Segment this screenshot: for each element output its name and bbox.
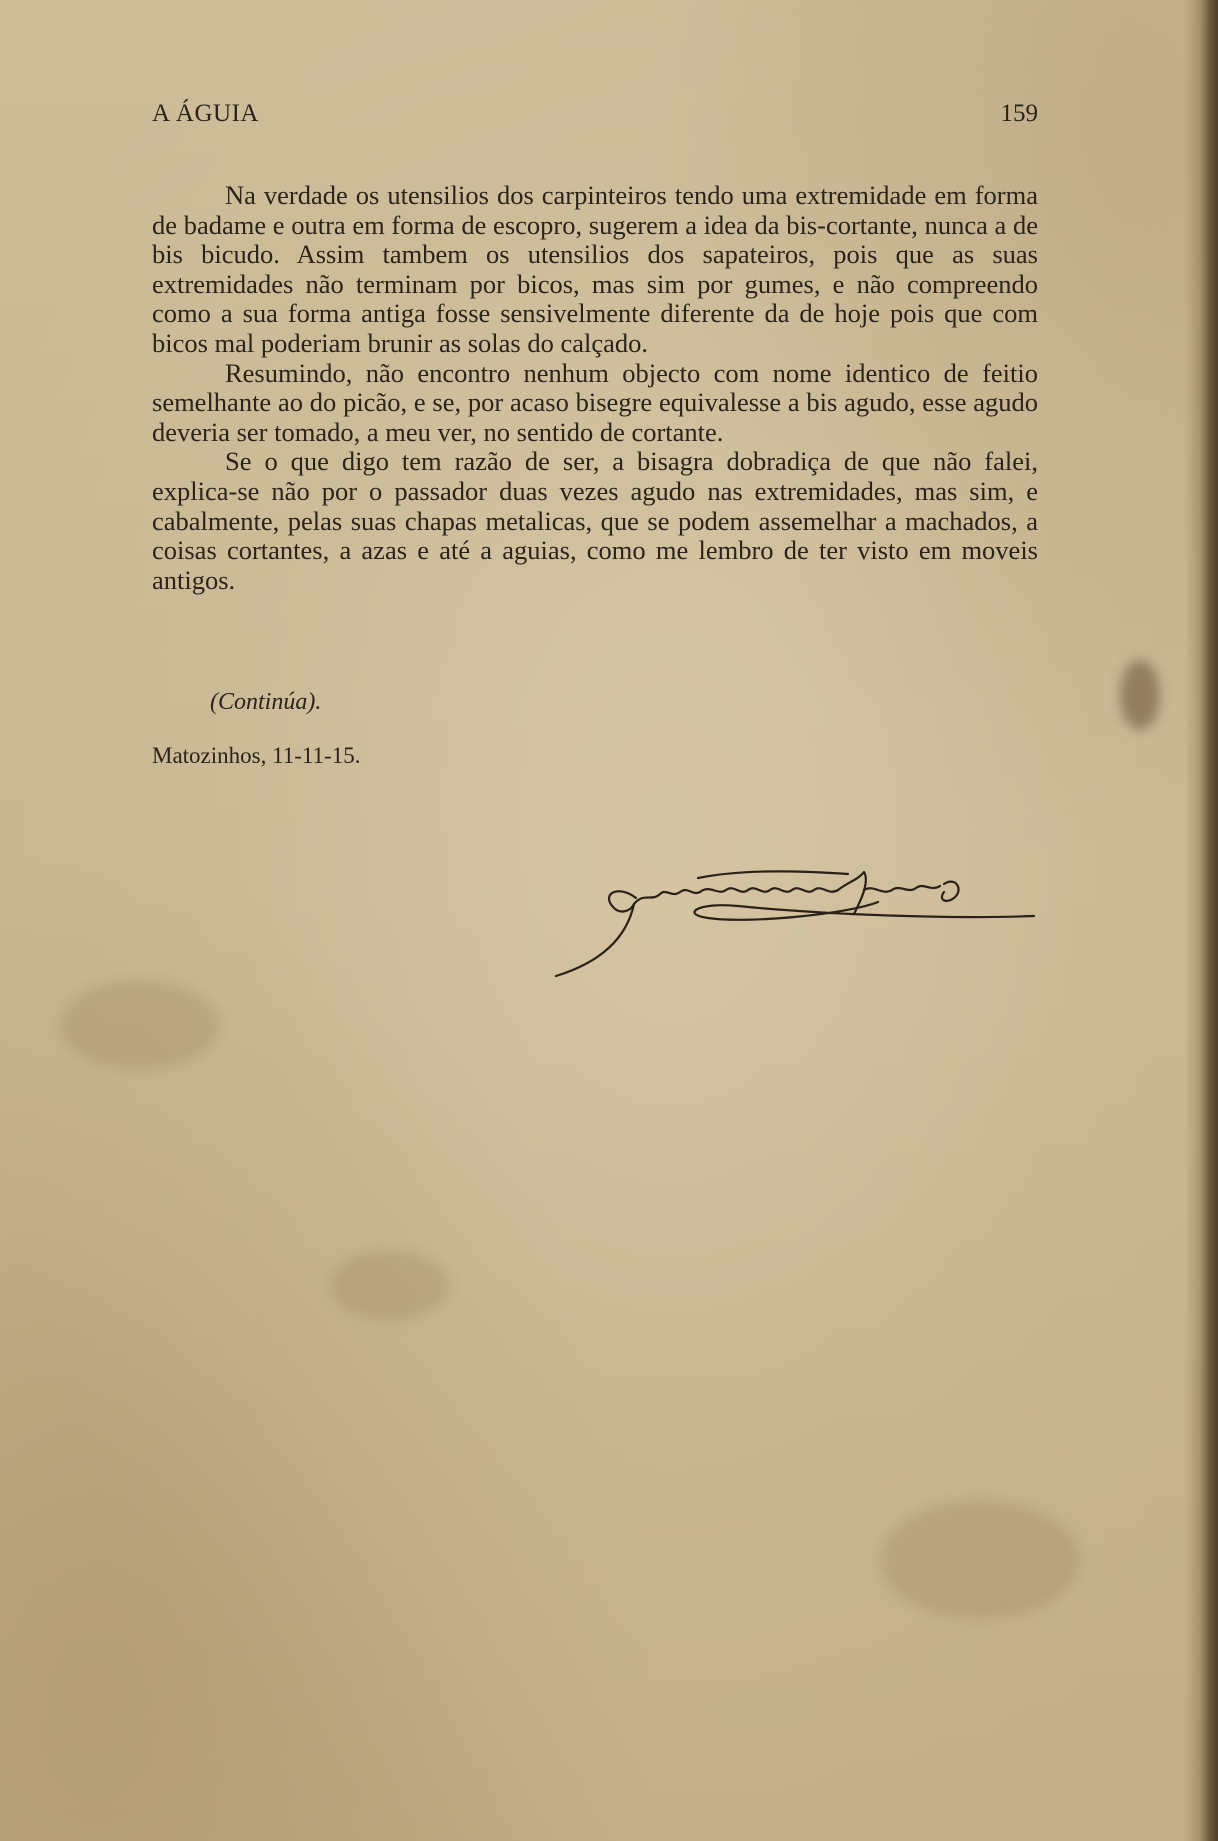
paper-stain (60, 980, 220, 1070)
place-date-line: Matozinhos, 11-11-15. (152, 743, 361, 768)
handwritten-signature (548, 862, 1038, 982)
paper-stain (880, 1500, 1080, 1620)
journal-title: A ÁGUIA (152, 100, 259, 127)
paper-stain (330, 1250, 450, 1320)
paper-stain (1120, 660, 1160, 730)
running-header (152, 100, 1038, 132)
page-number: 159 (1000, 100, 1038, 127)
paragraph: Se o que digo tem razão de ser, a bisagra dobradiça de que não falei, explica-se não por o passador duas vezes agudo nas extremidades, mas sim, e cabalmente, pelas suas chapas metalicas, que se podem assemelhar a machados, a coisas cortantes, a azas e até a aguias, como me lembro de ter visto em moveis antigos. (152, 446, 1038, 595)
paragraph: Na verdade os utensilios dos carpinteiros tendo uma extremidade em forma de badame e outra em forma de escopro, sugerem a idea da bis-cortante, nunca a de bis bicudo. Assim tambem os utensilios dos sapateiros, pois que as suas extremidades não terminam por bicos, mas sim por gumes, e não compreendo como a sua forma antiga fosse sensivelmente diferente da de hoje pois que com bicos mal poderiam brunir as solas do calçado. (152, 180, 1038, 358)
article-body (152, 181, 1038, 595)
continuation-note: (Continúa). (210, 689, 322, 715)
paragraph: Resumindo, não encontro nenhum objecto com nome identico de feitio semelhante ao do picão, e se, por acaso bisegre equivalesse a bis agudo, esse agudo deveria ser tomado, a meu ver, no sentido de cortante. (152, 357, 1038, 447)
page-edge-shadow (1184, 0, 1218, 1841)
